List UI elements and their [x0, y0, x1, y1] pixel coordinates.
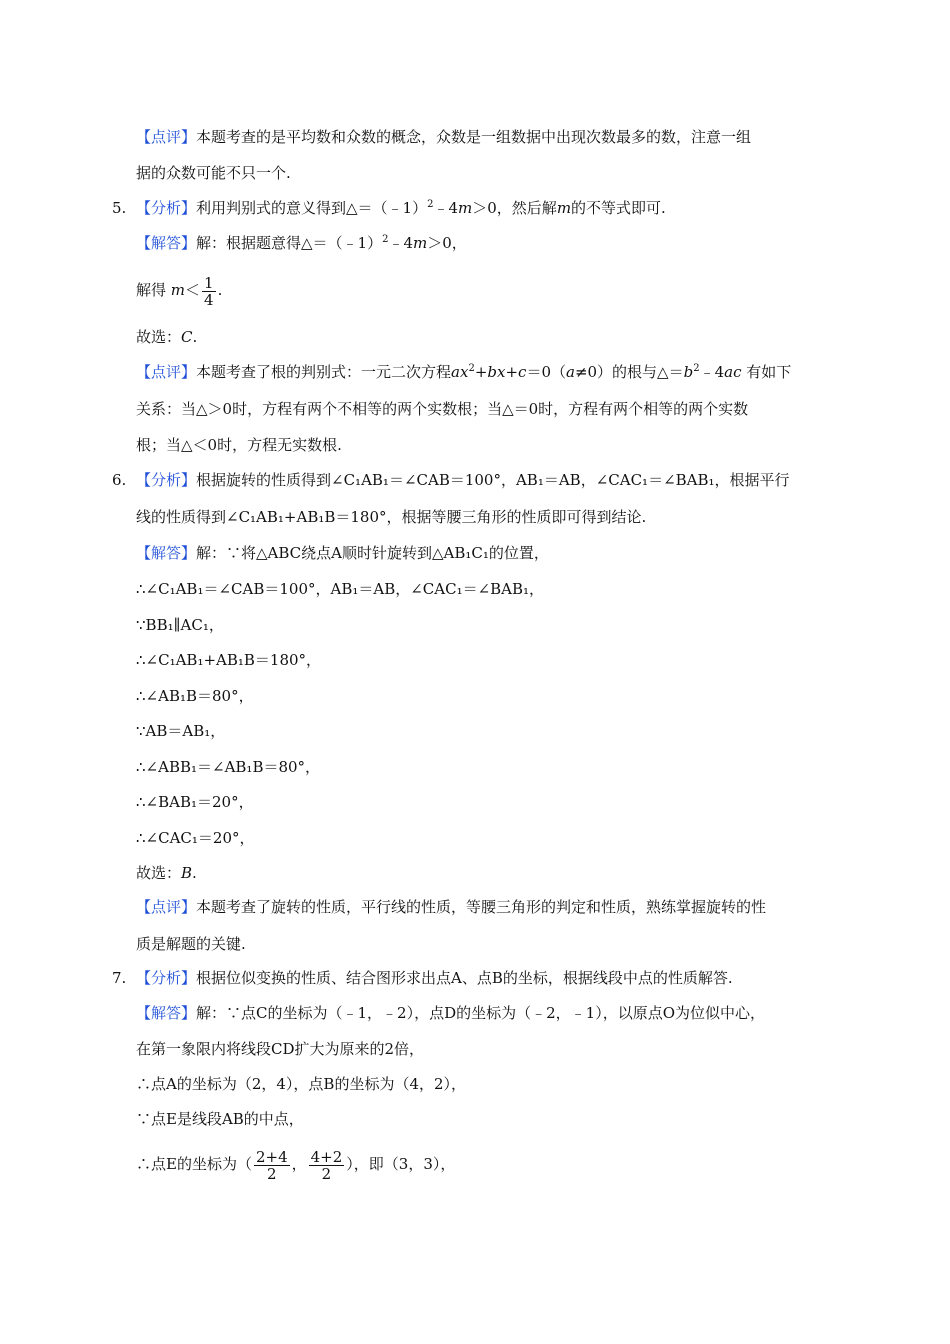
q5-answer: 故选：C. [136, 328, 198, 346]
q6-answer: 故选：B. [136, 864, 197, 882]
q6-step: ∴∠BAB₁＝20°， [136, 793, 254, 811]
q6-step: ∵AB＝AB₁， [136, 722, 226, 740]
q7-frac2-num: 4+2 [310, 1147, 343, 1166]
q6-review-line2: 质是解题的关键. [136, 935, 246, 953]
analysis-tag: 【分析】 [136, 199, 197, 217]
q6-step: ∴∠CAC₁＝20°， [136, 829, 255, 847]
q6-step: ∴∠C₁AB₁＝∠CAB＝100°，AB₁＝AB，∠CAC₁＝∠BAB₁， [136, 580, 545, 598]
q6-step: ∴∠C₁AB₁+AB₁B＝180°， [136, 651, 322, 669]
solution-tag: 【解答】 [136, 544, 197, 562]
q6-review-text1: 本题考查了旋转的性质，平行线的性质，等腰三角形的判定和性质，熟练掌握旋转的性 [196, 898, 767, 916]
q6-step: ∴∠ABB₁＝∠AB₁B＝80°， [136, 758, 321, 776]
q7-number: 7. [112, 969, 127, 987]
q6-number: 6. [112, 471, 127, 489]
q5-frac-num: 1 [204, 273, 214, 292]
q6-solution-line [136, 542, 549, 564]
q7-fraction-2 [309, 1149, 345, 1182]
q5-review-4: ﹣4 [699, 363, 725, 381]
review-tag: 【点评】 [136, 128, 197, 146]
q5-analysis-end: 的不等式即可. [571, 199, 666, 217]
q7-solution-line1 [136, 1002, 765, 1024]
review-tag: 【点评】 [136, 898, 197, 916]
solution-tag: 【解答】 [136, 234, 197, 252]
q6-analysis-line1 [136, 469, 790, 491]
q6-answer-label: 故选： [136, 864, 182, 882]
q5-number: 5. [112, 199, 127, 217]
q5-solution-post: ＞0， [427, 234, 467, 252]
q5-review-1: 本题考查了根的判别式：一元二次方程 [196, 363, 452, 381]
q7-analysis [136, 967, 733, 989]
q4-review-text: 本题考查的是平均数和众数的概念，众数是一组数据中出现次数最多的数，注意一组 [196, 128, 752, 146]
q7-step3 [136, 1144, 455, 1184]
q7-solution-line2: 在第一象限内将线段CD扩大为原来的2倍， [136, 1040, 425, 1058]
q5-solution-pre: 解：根据题意得△＝（﹣1） [196, 234, 383, 252]
q6-analysis-text1: 根据旋转的性质得到∠C₁AB₁＝∠CAB＝100°，AB₁＝AB，∠CAC₁＝∠BAB₁，根据平行 [196, 471, 790, 489]
q6-step: ∵BB₁∥AC₁， [136, 616, 224, 634]
q7-step2: ∵点E是线段AB的中点， [136, 1110, 304, 1128]
q5-answer-letter: C [181, 328, 193, 346]
q5-analysis-pre: 利用判别式的意义得到△＝（﹣1） [196, 199, 428, 217]
q6-analysis-line2: 线的性质得到∠C₁AB₁+AB₁B＝180°，根据等腰三角形的性质即可得到结论. [136, 508, 647, 526]
q5-review-line1: 【点评】本题考查了根的判别式：一元二次方程$ax^2+bx+c=0(a\ne 0)$的根与$\triangle=b^2﹣4ac$ 有如下 [136, 363, 792, 381]
review-tag: 【点评】 [136, 363, 197, 381]
q6-review-line1 [136, 896, 766, 918]
q6-step: ∴∠AB₁B＝80°， [136, 687, 254, 705]
q4-review-line2: 据的众数可能不只一个. [136, 164, 291, 182]
q5-solve-pre: 解得 [136, 281, 167, 299]
q6-solution-text: 解：∵将△ABC绕点A顺时针旋转到△AB₁C₁的位置， [196, 544, 549, 562]
q7-comma: ， [291, 1155, 307, 1173]
q7-solution-text1: 解：∵点C的坐标为（﹣1，﹣2），点D的坐标为（﹣2，﹣1），以原点O为位似中心， [196, 1004, 765, 1022]
q7-step1: ∴点A的坐标为（2，4），点B的坐标为（4，2）， [136, 1075, 467, 1093]
q5-review-3: ≠0）的根与△＝ [574, 363, 684, 381]
q5-review-2: ＝0（ [526, 363, 566, 381]
q5-answer-label: 故选： [136, 328, 182, 346]
q5-solution-mid: ﹣4 [388, 234, 414, 252]
q5-review-5: 有如下 [746, 363, 792, 381]
q7-step3-post: ），即（3，3）， [346, 1155, 456, 1173]
q7-frac1-num: 2+4 [255, 1147, 288, 1166]
q5-frac-den: 4 [204, 290, 214, 309]
analysis-tag: 【分析】 [136, 471, 197, 489]
q5-analysis: 【分析】利用判别式的意义得到△＝（﹣1）$^2$﹣4m＞0，然后解m的不等式即可. [136, 199, 666, 217]
q5-fraction [202, 275, 216, 308]
solution-tag: 【解答】 [136, 1004, 197, 1022]
q5-review-line2: 关系：当△＞0时，方程有两个不相等的两个实数根；当△＝0时，方程有两个相等的两个实数 [136, 400, 749, 418]
q7-analysis-text: 根据位似变换的性质、结合图形求出点A、点B的坐标，根据线段中点的性质解答. [196, 969, 733, 987]
analysis-tag: 【分析】 [136, 969, 197, 987]
q5-analysis-mid: ﹣4 [433, 199, 459, 217]
q7-frac1-den: 2 [267, 1164, 277, 1183]
q5-review-line3: 根；当△＜0时，方程无实数根. [136, 436, 342, 454]
q7-step3-pre: ∴点E的坐标为（ [136, 1155, 252, 1173]
q5-solution: 【解答】解：根据题意得△＝（﹣1）$^2$﹣4m＞0， [136, 234, 467, 252]
q7-frac2-den: 2 [321, 1164, 332, 1183]
q6-answer-letter: B [181, 864, 193, 882]
q5-solve-line: 解得 m＜ $\frac{1}{4}$ . [136, 273, 223, 309]
q7-fraction-1 [254, 1149, 290, 1182]
q4-review-line1 [136, 126, 751, 148]
q5-analysis-post: ＞0，然后解 [472, 199, 557, 217]
